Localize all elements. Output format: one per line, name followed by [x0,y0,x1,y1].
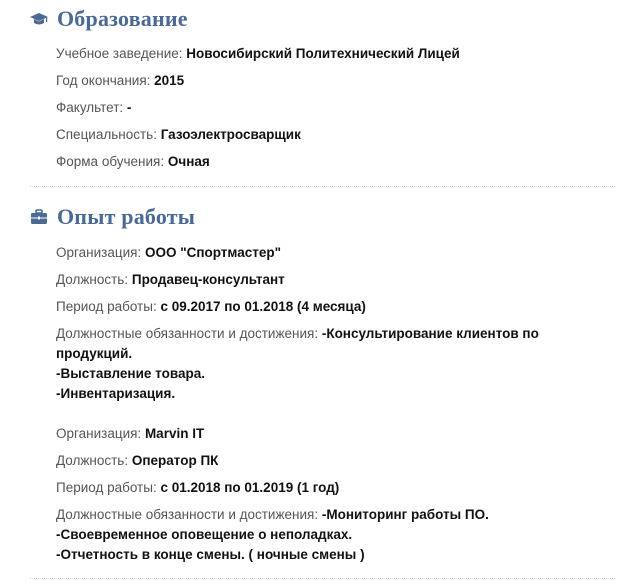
job-1-organization: Организация: ООО "Спортмастер" [56,245,282,260]
experience-title: Опыт работы [57,204,196,229]
education-title: Образование [57,6,188,31]
section-divider-bottom [30,578,615,579]
job-2-position: Должность: Оператор ПК [56,453,219,468]
job-1-position: Должность: Продавец-консультант [56,272,285,287]
graduation-cap-icon [30,11,48,27]
briefcase-icon [30,209,48,225]
job-2-organization: Организация: Marvin IT [56,426,205,441]
education-field-specialty: Специальность: Газоэлектросварщик [56,127,301,142]
section-divider [30,186,615,187]
education-field-study-form: Форма обучения: Очная [56,154,210,169]
job-2-period: Период работы: с 01.2018 по 01.2019 (1 год) [56,480,340,495]
education-header [30,6,188,32]
job-1-duties: Должностные обязанности и достижения: -Консультирование клиентов по продукций. -Выставление товара. -Инвентаризация. [56,326,539,401]
education-field-institution: Учебное заведение: Новосибирский Политехнический Лицей [56,46,460,61]
job-1-period: Период работы: с 09.2017 по 01.2018 (4 месяца) [56,299,366,314]
job-2-duties: Должностные обязанности и достижения: -Мониторинг работы ПО. -Своевременное оповещение о неполадках. -Отчетность в конце смены. ( ночные смены ) [56,507,489,562]
education-field-graduation-year: Год окончания: 2015 [56,73,185,88]
experience-header [30,204,195,230]
education-field-faculty: Факультет: - [56,100,132,115]
